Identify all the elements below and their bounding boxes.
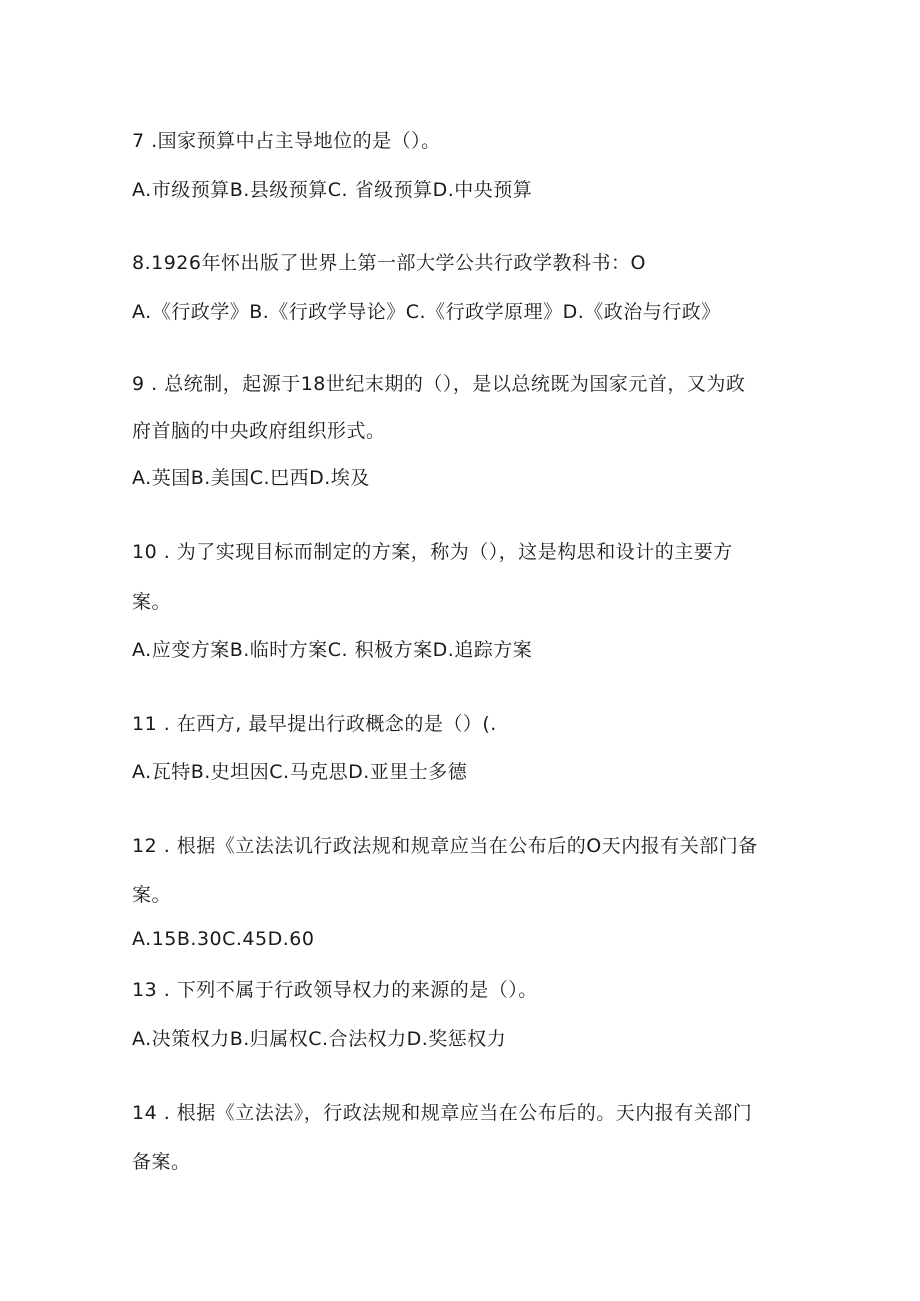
question-10-options: A.应变方案B.临时方案C. 积极方案D.追踪方案 — [132, 639, 533, 661]
question-12-text-line-2: 案。 — [132, 884, 172, 906]
question-9-text-line-2: 府首脑的中央政府组织形式。 — [132, 420, 386, 442]
question-10-text-line-1: 10 . 为了实现目标而制定的方案，称为（），这是构思和设计的主要方 — [132, 541, 733, 563]
question-9-options: A.英国B.美国C.巴西D.埃及 — [132, 467, 370, 489]
question-8-text: 8.1926年怀出版了世界上第一部大学公共行政学教科书：O — [132, 252, 646, 274]
question-13-text: 13 . 下列不属于行政领导权力的来源的是（）。 — [132, 979, 538, 1001]
question-14-text-line-2: 备案。 — [132, 1151, 191, 1173]
question-12-options: A.15B.30C.45D.60 — [132, 928, 315, 950]
question-12-text-line-1: 12 . 根据《立法法讥行政法规和规章应当在公布后的O天内报有关部门备 — [132, 835, 758, 857]
question-7-text: 7 .国家预算中占主导地位的是（）。 — [132, 130, 441, 152]
question-9-text-line-1: 9 . 总统制，起源于18世纪末期的（），是以总统既为国家元首，又为政 — [132, 373, 746, 395]
question-13-options: A.决策权力B.归属权C.合法权力D.奖惩权力 — [132, 1028, 507, 1050]
question-14-text-line-1: 14 . 根据《立法法》，行政法规和规章应当在公布后的。天内报有关部门 — [132, 1102, 753, 1124]
question-11-text: 11 . 在西方, 最早提出行政概念的是（）(. — [132, 713, 497, 735]
question-11-options: A.瓦特B.史坦因C.马克思D.亚里士多德 — [132, 761, 468, 783]
question-7-options: A.市级预算B.县级预算C. 省级预算D.中央预算 — [132, 179, 533, 201]
question-10-text-line-2: 案。 — [132, 591, 172, 613]
question-8-options: A.《行政学》B.《行政学导论》C.《行政学原理》D.《政治与行政》 — [132, 301, 721, 323]
